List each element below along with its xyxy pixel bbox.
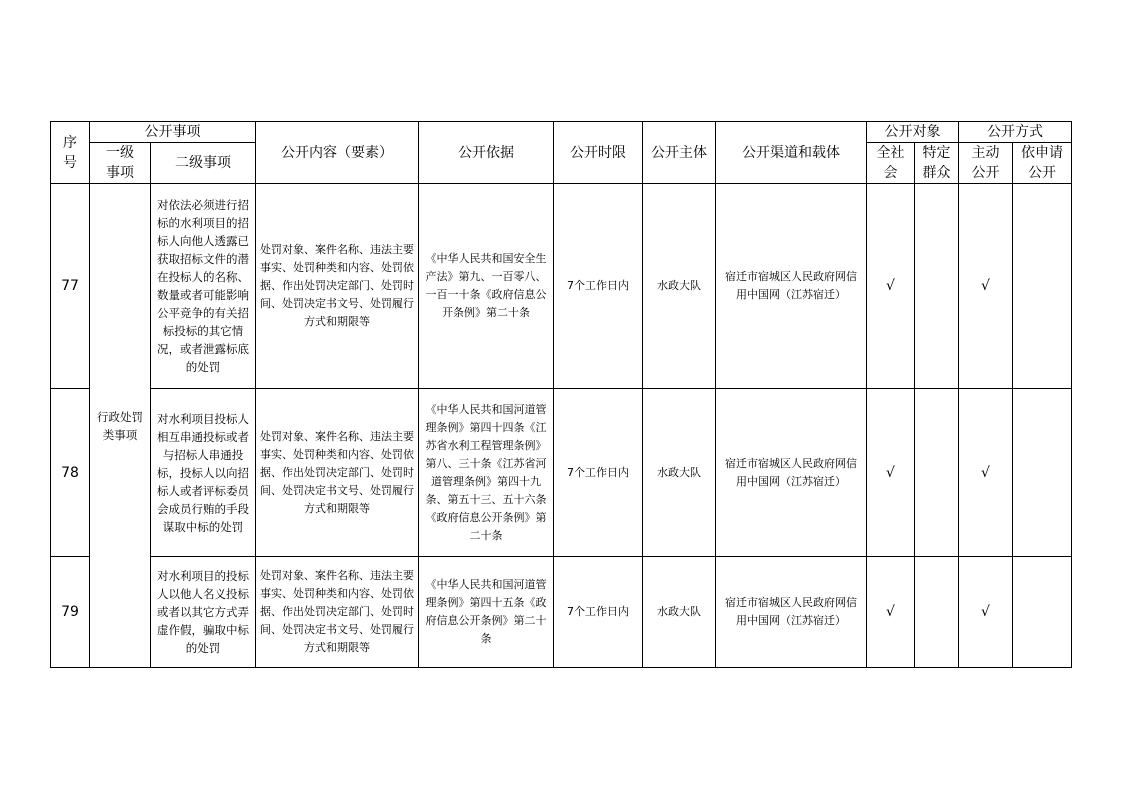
table-row xyxy=(51,389,1072,557)
row-channel: 宿迁市宿城区人民政府网信用中国网（江苏宿迁） xyxy=(716,557,867,668)
table-row xyxy=(51,184,1072,389)
table-row xyxy=(51,557,1072,668)
header-target-all: 全社会 xyxy=(867,143,915,184)
header-time-limit: 公开时限 xyxy=(554,122,643,184)
header-target: 公开对象 xyxy=(867,122,959,143)
header-matter: 公开事项 xyxy=(90,122,256,143)
header-mode: 公开方式 xyxy=(959,122,1072,143)
header-subject: 公开主体 xyxy=(643,122,716,184)
row-mode-active: √ xyxy=(959,557,1013,668)
row-subject: 水政大队 xyxy=(643,557,716,668)
row-seq: 77 xyxy=(51,184,90,389)
row-level2: 对水利项目的投标人以他人名义投标或者以其它方式弄虚作假，骗取中标的处罚 xyxy=(151,557,256,668)
row-target-all: √ xyxy=(867,557,915,668)
row-level2: 对水利项目投标人相互串通投标或者与招标人串通投标，投标人以向招标人或者评标委员会成员行贿的手段谋取中标的处罚 xyxy=(151,389,256,557)
header-seq: 序号 xyxy=(51,122,90,184)
header-mode-request: 依申请公开 xyxy=(1013,143,1072,184)
header-level2: 二级事项 xyxy=(151,143,256,184)
row-basis: 《中华人民共和国安全生产法》第九、一百零八、一百一十条《政府信息公开条例》第二十条 xyxy=(419,184,554,389)
row-target-all: √ xyxy=(867,184,915,389)
header-channel: 公开渠道和载体 xyxy=(716,122,867,184)
row-seq: 78 xyxy=(51,389,90,557)
row-subject: 水政大队 xyxy=(643,184,716,389)
row-basis: 《中华人民共和国河道管理条例》第四十四条《江苏省水利工程管理条例》第八、三十条《江苏省河道管理条例》第四十九条、第五十三、五十六条《政府信息公开条例》第二十条 xyxy=(419,389,554,557)
row-mode-request xyxy=(1013,184,1072,389)
row-target-specific xyxy=(915,184,959,389)
row-mode-active: √ xyxy=(959,184,1013,389)
row-content: 处罚对象、案件名称、违法主要事实、处罚种类和内容、处罚依据、作出处罚决定部门、处罚时间、处罚决定书文号、处罚履行方式和期限等 xyxy=(256,557,419,668)
header-basis: 公开依据 xyxy=(419,122,554,184)
row-target-specific xyxy=(915,389,959,557)
row-time-limit: 7个工作日内 xyxy=(554,184,643,389)
row-mode-active: √ xyxy=(959,389,1013,557)
row-level2: 对依法必须进行招标的水利项目的招标人向他人透露已获取招标文件的潜在投标人的名称、数量或者可能影响公平竞争的有关招标投标的其它情况，或者泄露标底的处罚 xyxy=(151,184,256,389)
header-mode-active: 主动公开 xyxy=(959,143,1013,184)
header-content: 公开内容（要素） xyxy=(256,122,419,184)
header-target-specific: 特定群众 xyxy=(915,143,959,184)
row-subject: 水政大队 xyxy=(643,389,716,557)
row-target-specific xyxy=(915,557,959,668)
row-content: 处罚对象、案件名称、违法主要事实、处罚种类和内容、处罚依据、作出处罚决定部门、处罚时间、处罚决定书文号、处罚履行方式和期限等 xyxy=(256,389,419,557)
row-seq: 79 xyxy=(51,557,90,668)
row-mode-request xyxy=(1013,557,1072,668)
row-channel: 宿迁市宿城区人民政府网信用中国网（江苏宿迁） xyxy=(716,389,867,557)
row-time-limit: 7个工作日内 xyxy=(554,389,643,557)
row-time-limit: 7个工作日内 xyxy=(554,557,643,668)
row-level1: 行政处罚类事项 xyxy=(90,184,151,668)
disclosure-table xyxy=(50,121,1072,668)
row-mode-request xyxy=(1013,389,1072,557)
row-target-all: √ xyxy=(867,389,915,557)
header-level1: 一级事项 xyxy=(90,143,151,184)
row-channel: 宿迁市宿城区人民政府网信用中国网（江苏宿迁） xyxy=(716,184,867,389)
row-basis: 《中华人民共和国河道管理条例》第四十五条《政府信息公开条例》第二十条 xyxy=(419,557,554,668)
row-content: 处罚对象、案件名称、违法主要事实、处罚种类和内容、处罚依据、作出处罚决定部门、处罚时间、处罚决定书文号、处罚履行方式和期限等 xyxy=(256,184,419,389)
